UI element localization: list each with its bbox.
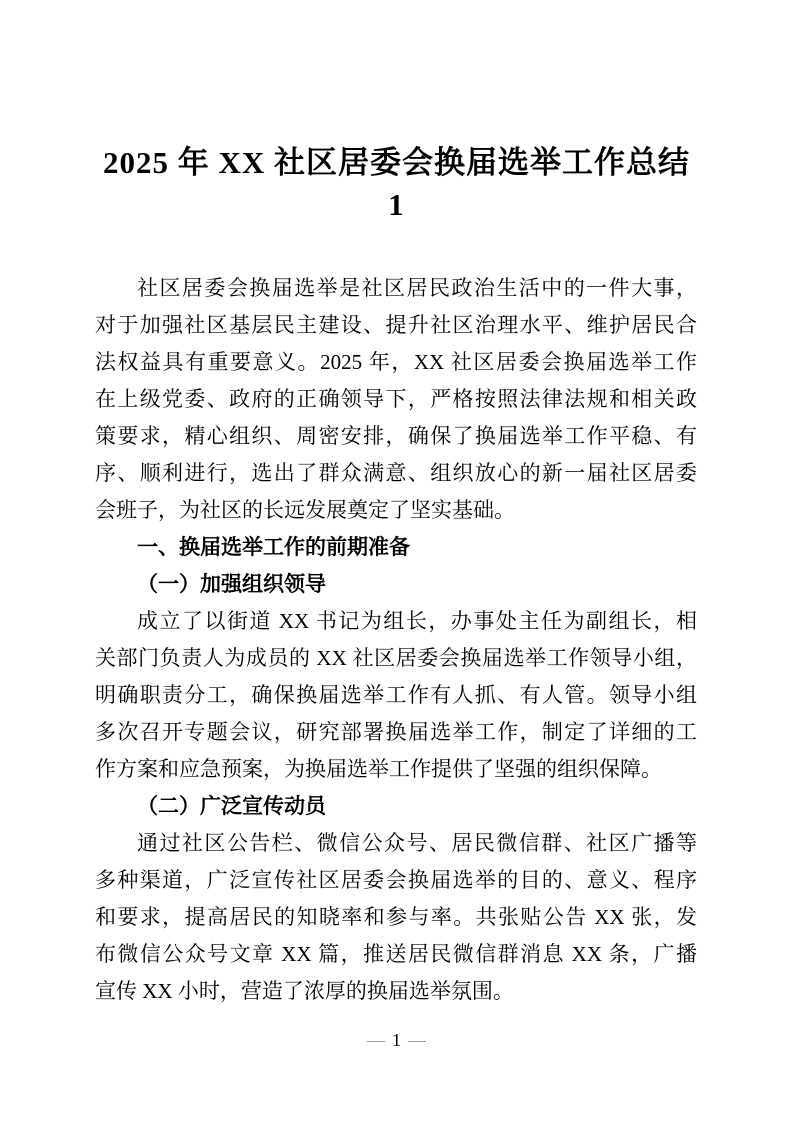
body-line: 宣传 XX 小时，营造了浓厚的换届选举氛围。 bbox=[95, 979, 514, 1003]
body-line: 关部门负责人为成员的 XX 社区居委会换届选举工作领导小组， bbox=[95, 646, 697, 670]
subsection-heading-organization: （一）加强组织领导 bbox=[137, 573, 326, 596]
document-title bbox=[50, 142, 743, 226]
document-title-line1: 2025 年 XX 社区居委会换届选举工作总结 bbox=[102, 145, 691, 180]
page-footer bbox=[0, 1030, 793, 1050]
body-line: 多种渠道，广泛宣传社区居委会换届选举的目的、意义、程序 bbox=[95, 868, 697, 892]
section-heading-preparation: 一、换届选举工作的前期准备 bbox=[137, 536, 410, 559]
document-title-line2: 1 bbox=[388, 187, 405, 222]
paragraph-organization bbox=[95, 603, 697, 788]
body-line: 在上级党委、政府的正确领导下，严格按照法律法规和相关政 bbox=[95, 387, 697, 411]
body-line: 法权益具有重要意义。2025 年，XX 社区居委会换届选举工作 bbox=[95, 350, 697, 374]
body-line: 布微信公众号文章 XX 篇，推送居民微信群消息 XX 条，广播 bbox=[95, 942, 697, 966]
subsection-heading-publicity: （二）广泛宣传动员 bbox=[137, 795, 326, 818]
body-line: 明确职责分工，确保换届选举工作有人抓、有人管。领导小组 bbox=[95, 683, 697, 707]
body-line: 策要求，精心组织、周密安排，确保了换届选举工作平稳、有 bbox=[95, 424, 697, 448]
paragraph-intro bbox=[95, 270, 697, 529]
body-line: 序、顺利进行，选出了群众满意、组织放心的新一届社区居委 bbox=[95, 461, 697, 485]
document-body bbox=[95, 270, 697, 1010]
body-line: 成立了以街道 XX 书记为组长，办事处主任为副组长，相 bbox=[137, 609, 697, 633]
paragraph-publicity bbox=[95, 825, 697, 1010]
body-line: 和要求，提高居民的知晓率和参与率。共张贴公告 XX 张，发 bbox=[95, 905, 697, 929]
body-line: 作方案和应急预案，为换届选举工作提供了坚强的组织保障。 bbox=[95, 757, 662, 781]
footer-dash-left: — bbox=[367, 1030, 385, 1050]
body-line: 对于加强社区基层民主建设、提升社区治理水平、维护居民合 bbox=[95, 313, 697, 337]
page-number: 1 bbox=[392, 1030, 401, 1050]
body-line: 通过社区公告栏、微信公众号、居民微信群、社区广播等 bbox=[137, 831, 697, 855]
body-line: 多次召开专题会议，研究部署换届选举工作，制定了详细的工 bbox=[95, 720, 697, 744]
body-line: 社区居委会换届选举是社区居民政治生活中的一件大事， bbox=[137, 276, 697, 300]
body-line: 会班子，为社区的长远发展奠定了坚实基础。 bbox=[95, 498, 515, 522]
footer-dash-right: — bbox=[408, 1030, 426, 1050]
